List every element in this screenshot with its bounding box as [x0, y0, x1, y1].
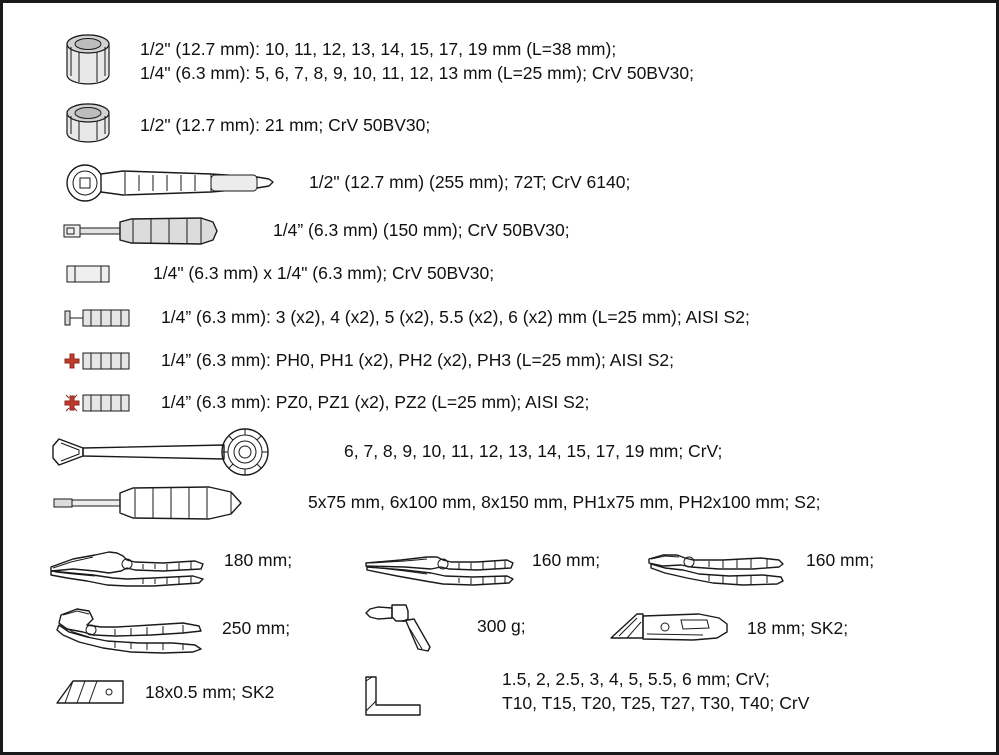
row-long-nose-pliers: 160 mm; [361, 531, 600, 591]
hex-key-icon [358, 663, 468, 721]
row-adapter: 1/4" (6.3 mm) x 1/4" (6.3 mm); CrV 50BV30; [61, 261, 494, 287]
hex-torx-description: 1.5, 2, 2.5, 3, 4, 5, 5.5, 6 mm; CrV; T10, T15, T20, T25, T27, T30, T40; CrV [502, 669, 810, 713]
utility-knife-icon [603, 608, 733, 650]
long-nose-pliers-icon [361, 531, 516, 591]
pozidriv-bit-icon [61, 388, 137, 418]
row-spare-blades: 18x0.5 mm; SK2 [51, 675, 274, 711]
row-screwdrivers: 5x75 mm, 6x100 mm, 8x150 mm, PH1x75 mm, PH2x100 mm; S2; [49, 483, 821, 523]
row-pozidriv-bits: 1/4” (6.3 mm): PZ0, PZ1 (x2), PZ2 (L=25 mm); AISI S2; [61, 388, 589, 418]
hammer-icon [358, 599, 463, 655]
row-utility-knife: 18 mm; SK2; [603, 608, 848, 650]
slotted-bit-icon [61, 303, 137, 333]
row-combination-pliers: 180 mm; [43, 531, 292, 591]
row-sockets-1-2-and-1-4 [61, 31, 694, 93]
water-pump-pliers-icon [43, 601, 208, 657]
row-socket-21mm: 1/2" (12.7 mm): 21 mm; CrV 50BV30; [61, 102, 430, 150]
socket-icon [61, 102, 115, 150]
screwdriver-icon [49, 483, 264, 523]
row-hex-and-torx-keys [358, 663, 809, 721]
sockets-description: 1/2" (12.7 mm): 10, 11, 12, 13, 14, 15, 17, 19 mm (L=38 mm); 1/4" (6.3 mm): 5, 6, 7, 8, 9, 10, 11, 12, 13 mm (L=25 mm); CrV 50BV30; [140, 39, 694, 83]
combination-pliers-icon [43, 531, 208, 591]
row-ratchet-wrenches: 6, 7, 8, 9, 10, 11, 12, 13, 14, 15, 17, 19 mm; CrV; [49, 427, 722, 477]
deep-socket-icon [61, 31, 115, 93]
row-hammer: 300 g; [358, 599, 526, 655]
diagonal-pliers-icon [643, 533, 788, 588]
row-water-pump-pliers: 250 mm; [43, 601, 290, 657]
row-ratchet-handle: 1/2" (12.7 mm) (255 mm); 72T; CrV 6140; [61, 161, 630, 205]
row-diagonal-pliers: 160 mm; [643, 533, 874, 588]
row-bit-driver-handle: 1/4” (6.3 mm) (150 mm); CrV 50BV30; [61, 214, 570, 248]
ratchet-handle-icon [61, 161, 281, 205]
knife-blades-icon [51, 675, 131, 711]
ratchet-wrench-icon [49, 427, 274, 477]
row-slotted-bits: 1/4” (6.3 mm): 3 (x2), 4 (x2), 5 (x2), 5.5 (x2), 6 (x2) mm (L=25 mm); AISI S2; [61, 303, 750, 333]
adapter-icon [61, 261, 121, 287]
row-phillips-bits: 1/4” (6.3 mm): PH0, PH1 (x2), PH2 (x2), PH3 (L=25 mm); AISI S2; [61, 346, 674, 376]
bit-driver-handle-icon [61, 214, 231, 248]
phillips-bit-icon [61, 346, 137, 376]
